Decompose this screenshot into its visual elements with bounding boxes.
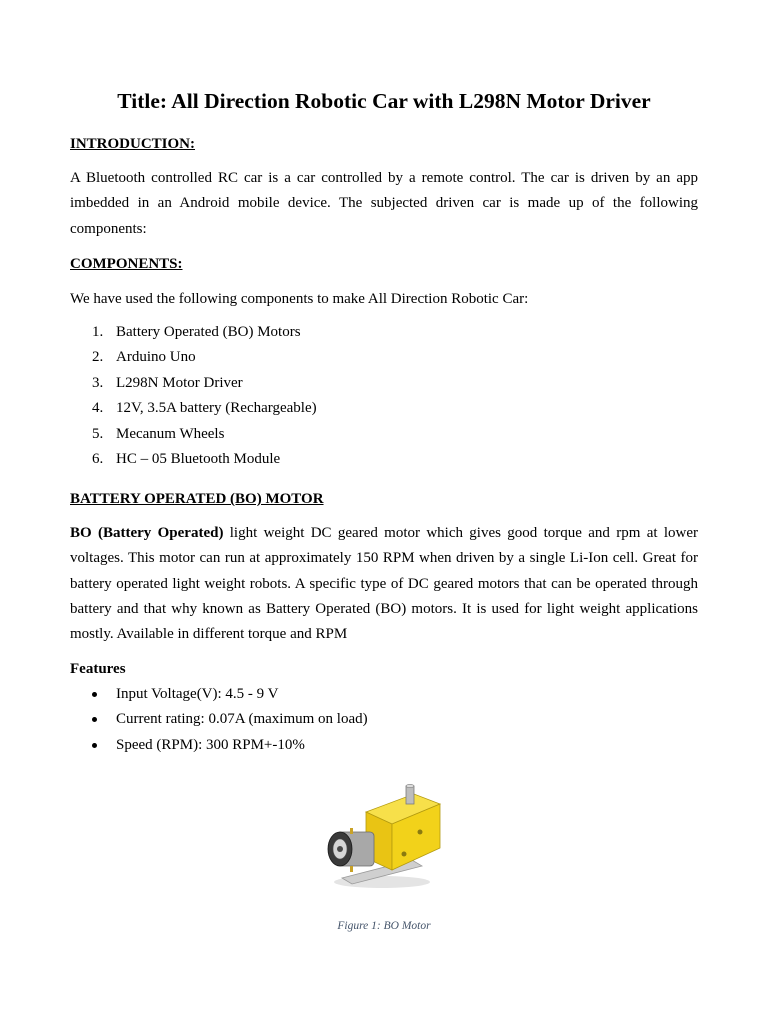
page-title: Title: All Direction Robotic Car with L298N Motor Driver — [117, 89, 651, 113]
features-heading: Features — [70, 661, 126, 677]
components-intro: We have used the following components to make All Direction Robotic Car: — [70, 291, 529, 307]
mount-hole — [402, 852, 407, 857]
terminal — [350, 828, 353, 834]
features-list — [70, 682, 368, 758]
list-number: 2. — [92, 349, 104, 366]
list-text: Battery Operated (BO) Motors — [116, 324, 301, 340]
mount-hole — [418, 830, 423, 835]
bullet-icon — [92, 743, 97, 748]
bo-motor-image — [322, 782, 444, 894]
list-item — [70, 682, 368, 707]
bullet-icon — [92, 692, 97, 697]
components-heading: COMPONENTS: — [70, 256, 183, 272]
list-item — [70, 345, 317, 370]
bo-motor-paragraph — [70, 521, 698, 647]
list-item — [70, 422, 317, 447]
introduction-paragraph: A Bluetooth controlled RC car is a car controlled by a remote control. The car is driven by an app imbedded in an Android mobile device. The subjected driven car is made up of the following components: — [70, 170, 698, 237]
shaft-tip — [406, 784, 414, 787]
introduction-heading: INTRODUCTION: — [70, 136, 196, 152]
list-item — [70, 320, 317, 345]
bo-motor-text: light weight DC geared motor which gives good torque and rpm at lower voltages. This motor can run at approximately 150 RPM when driven by a single Li-Ion cell. Great for battery operated light weight robots. A specific type of DC geared motors that can be operated through battery and that why known as Battery Operated (BO) motors. It is used for light weight applications mostly. Available in different torque and RPM — [70, 525, 698, 643]
list-text: 12V, 3.5A battery (Rechargeable) — [116, 400, 317, 417]
terminal — [350, 866, 353, 872]
list-text: L298N Motor Driver — [116, 374, 243, 391]
list-text: Current rating: 0.07A (maximum on load) — [116, 711, 368, 728]
list-number: 6. — [92, 450, 104, 467]
bo-motor-heading: BATTERY OPERATED (BO) MOTOR — [70, 491, 324, 507]
list-number: 3. — [92, 374, 104, 391]
list-text: Mecanum Wheels — [116, 425, 225, 442]
bo-motor-bold-lead: BO (Battery Operated) — [70, 525, 224, 541]
list-text: Input Voltage(V): 4.5 - 9 V — [116, 686, 279, 702]
list-item — [70, 733, 368, 758]
components-list — [70, 320, 317, 472]
list-item — [70, 371, 317, 396]
list-item — [70, 707, 368, 732]
list-text: Arduino Uno — [116, 349, 196, 366]
list-number: 1. — [92, 324, 104, 340]
list-number: 4. — [92, 400, 104, 417]
bullet-icon — [92, 717, 97, 722]
output-shaft — [406, 786, 414, 804]
list-text: Speed (RPM): 300 RPM+-10% — [116, 736, 305, 753]
list-number: 5. — [92, 425, 104, 442]
list-text: HC – 05 Bluetooth Module — [116, 450, 281, 467]
motor-center — [337, 846, 343, 852]
list-item — [70, 447, 317, 472]
list-item — [70, 396, 317, 421]
figure-caption: Figure 1: BO Motor — [337, 920, 431, 932]
